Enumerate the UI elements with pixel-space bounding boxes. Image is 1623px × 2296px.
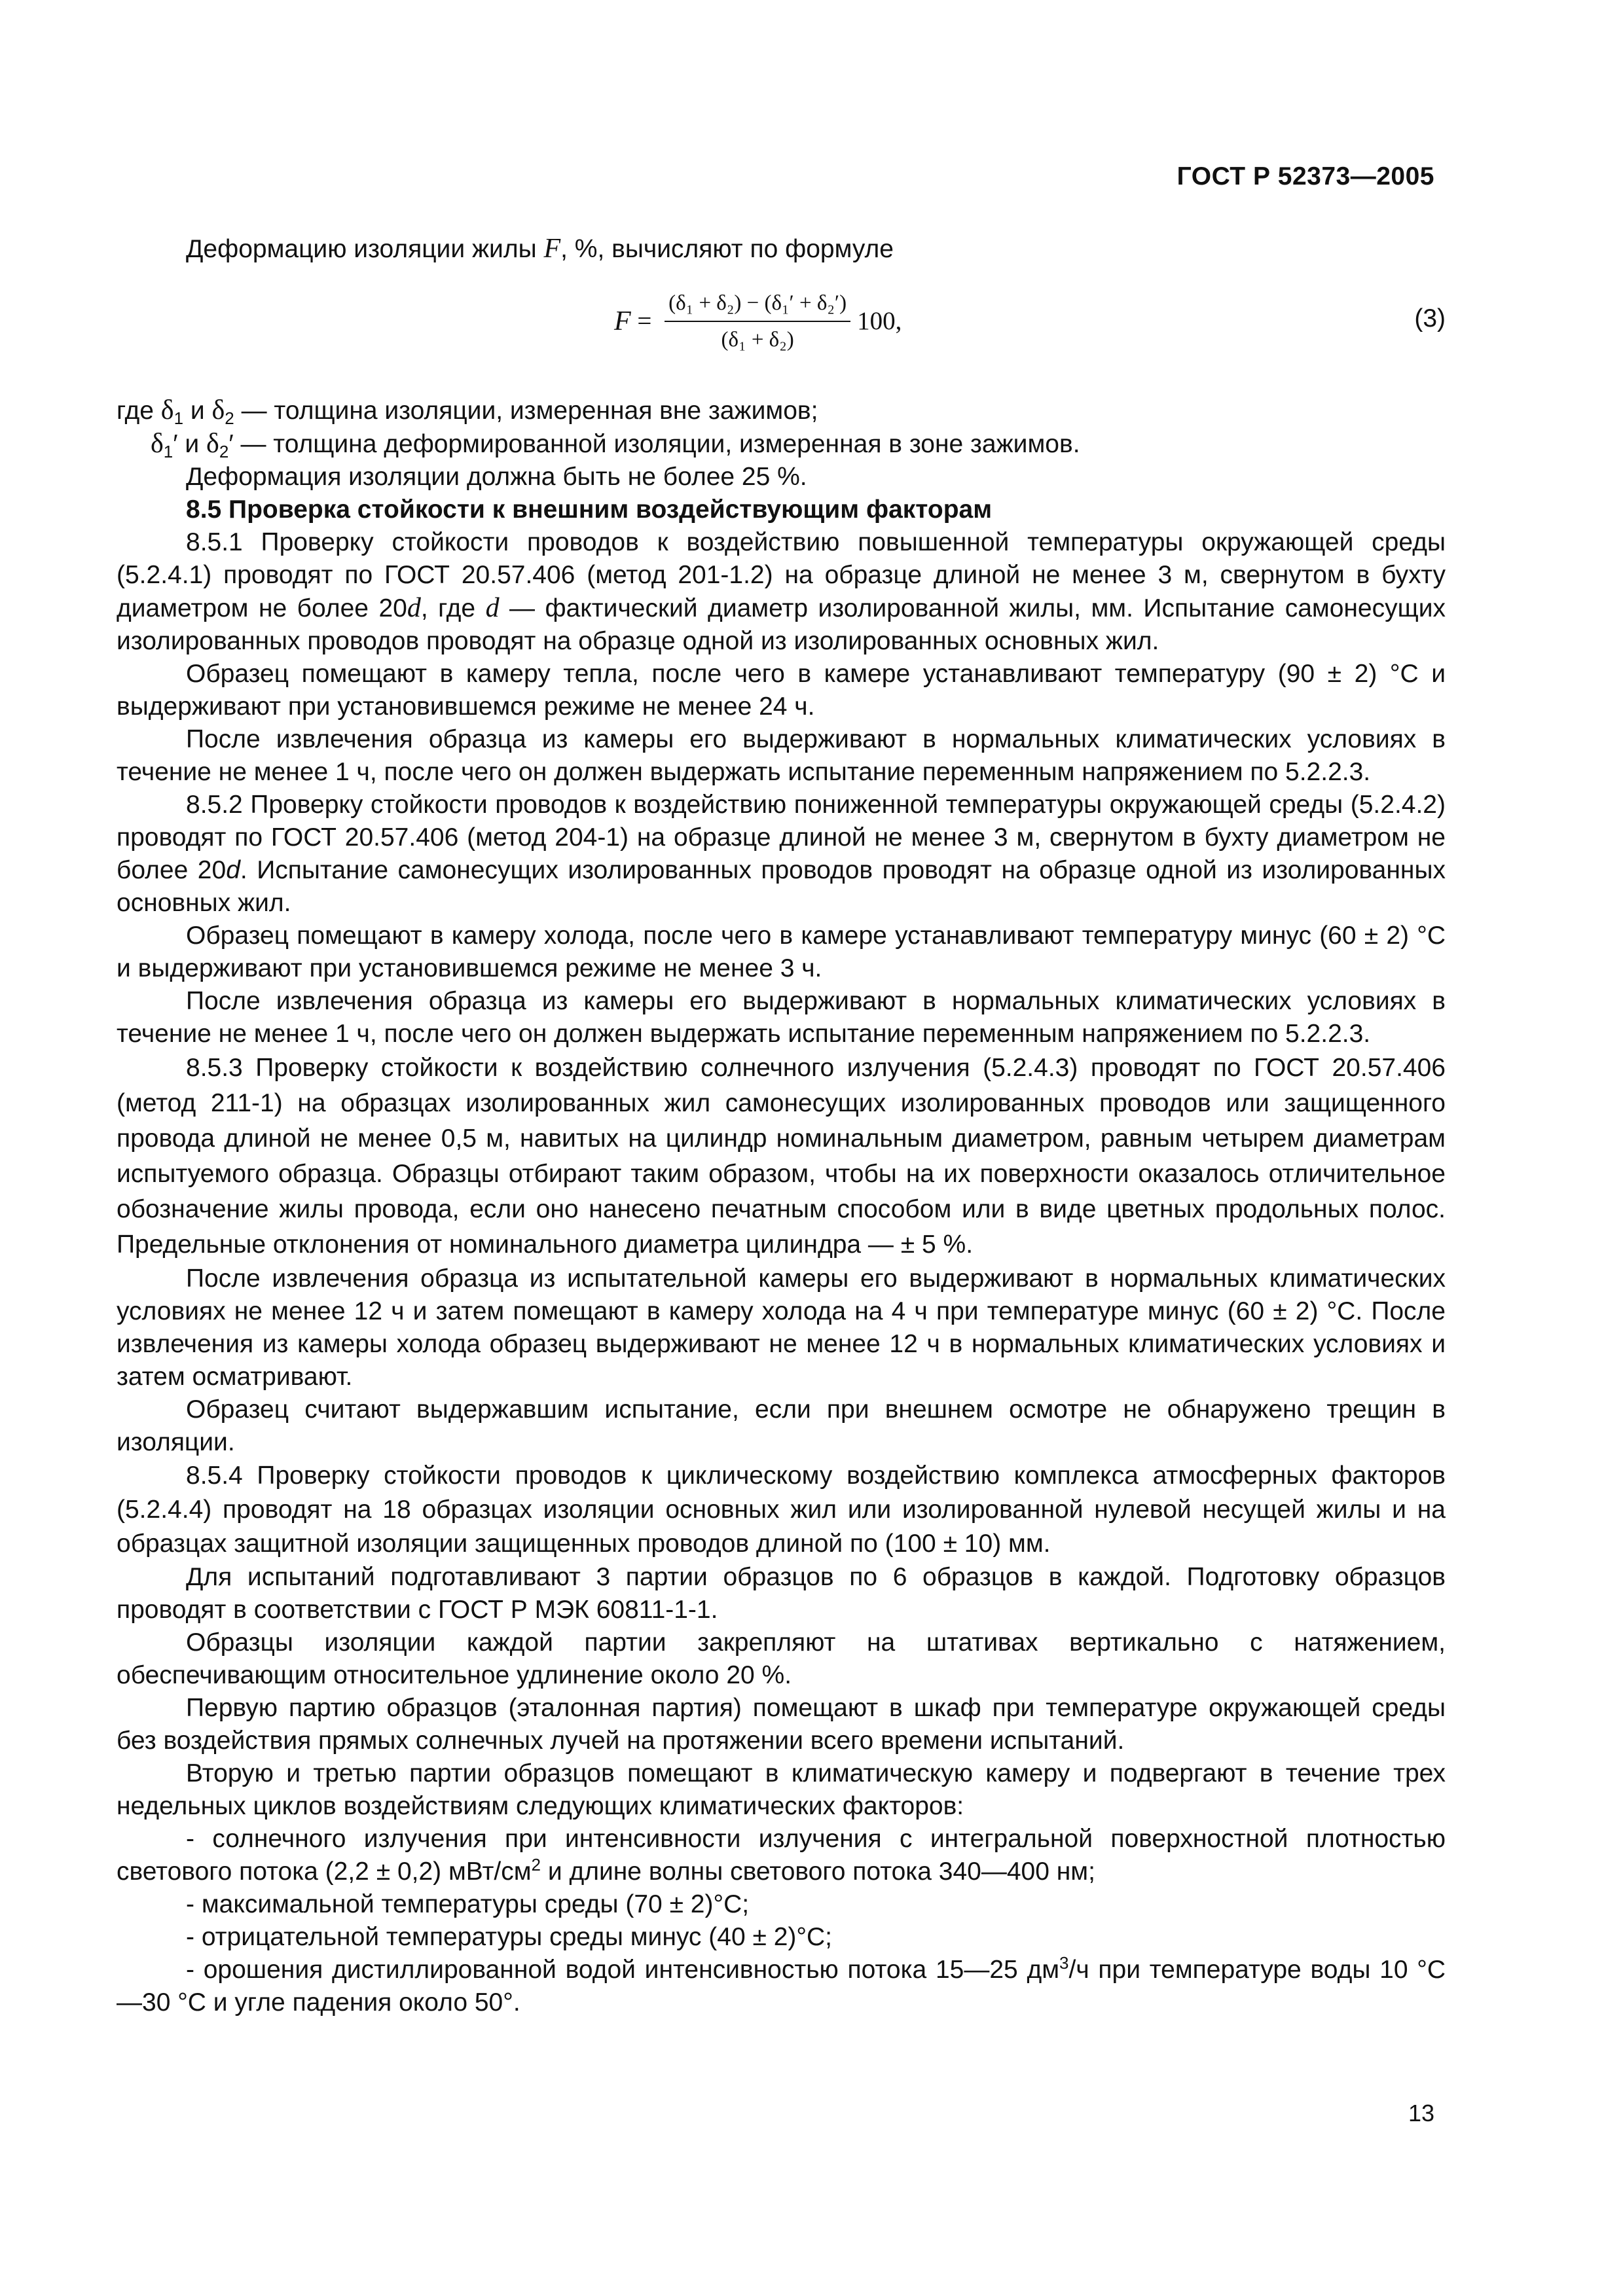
formula-fraction [665, 289, 850, 353]
paragraph-8-5-1 [117, 526, 1446, 658]
superscript: 2 [531, 1855, 541, 1874]
section-heading: 8.5 Проверка стойкости к внешним воздействующим факторам [186, 495, 993, 524]
subscript: 1 [163, 442, 173, 461]
list-text: - орошения дистиллированной водой интенсивностью потока 15—25 дм [186, 1956, 1060, 1984]
prime-mark: ′ [173, 430, 178, 458]
paragraph: Первую партию образцов (эталонная партия) помещают в шкаф при температуре окружающей среды без воздействия прямых солнечных лучей на протяжении всего времени испытаний. [117, 1694, 1446, 1755]
delta-symbol: δ [151, 429, 164, 459]
subscript: 2 [225, 408, 234, 428]
list-text: - солнечного излучения при интенсивности излучения с интегральной поверхностной плотностью светового потока (2,2 ± 0,2) мВт/см [117, 1825, 1446, 1886]
paragraph: Образец помещают в камеру тепла, после чего в камере устанавливают температуру (90 ± 2) °С и выдерживают при установившемся режиме не менее 24 ч. [117, 660, 1446, 721]
paragraph: После извлечения образца из камеры его выдерживают в нормальных климатических условиях в течение не менее 1 ч, после чего он должен выдержать испытание переменным напряжением по 5.2.2.3. [117, 987, 1446, 1048]
formula-lhs: F [614, 306, 631, 336]
formula-multiplier: 100, [857, 307, 902, 335]
superscript: 3 [1059, 1953, 1069, 1973]
paragraph: Деформация изоляции должна быть не более 25 %. [186, 463, 807, 491]
and-text: и [183, 397, 212, 425]
paragraph: Вторую и третью партии образцов помещают в климатическую камеру и подвергают в течение трех недельных циклов воздействиям следующих климатических факторов: [117, 1759, 1446, 1820]
paragraph-8-5-2 [117, 789, 1446, 920]
formula-block [117, 275, 1446, 385]
equation-number: (3) [1414, 304, 1446, 332]
formula-denominator: (δ₁ + δ₂) [721, 328, 794, 351]
list-item: - отрицательной температуры среды минус (40 ± 2)°С; [186, 1923, 832, 1951]
page-number: 13 [1408, 2100, 1434, 2126]
intro-text-end: , %, вычисляют по формуле [560, 235, 894, 263]
formula-numerator: (δ₁ + δ₂) − (δ₁′ + δ₂′) [668, 291, 847, 315]
and-text: и [177, 430, 207, 458]
subscript: 2 [219, 442, 229, 461]
where-line-1 [117, 394, 1446, 427]
where-definition: — толщина деформированной изоляции, измеренная в зоне зажимов. [233, 430, 1080, 458]
list-item: - максимальной температуры среды (70 ± 2)°С; [186, 1890, 750, 1918]
where-definition: — толщина изоляции, измеренная вне зажимов; [234, 397, 818, 425]
delta-symbol: δ [160, 395, 174, 425]
page-content [117, 232, 1446, 2019]
paragraph: Образец считают выдержавшим испытание, если при внешнем осмотре не обнаружено трещин в изоляции. [117, 1395, 1446, 1456]
list-item [117, 1954, 1446, 2019]
variable-d: d [407, 593, 421, 623]
paragraph-text: . Испытание самонесущих изолированных проводов проводят на образце одной из изолированных основных жил. [117, 856, 1446, 917]
variable-d: d [226, 856, 240, 884]
paragraph-8-5-4: 8.5.4 Проверку стойкости проводов к циклическому воздействию комплекса атмосферных факторов (5.2.4.4) проводят на 18 образцах изоляции основных жил или изолированной нулевой несущей жилы и на образцах защитной изоляции защищенных проводов длиной по (100 ± 10) мм. [117, 1462, 1446, 1558]
intro-text: Деформацию изоляции жилы [186, 235, 544, 263]
variable-f: F [543, 234, 561, 264]
formula-intro [117, 232, 1446, 266]
delta-symbol: δ [211, 395, 225, 425]
where-line-2 [117, 427, 1446, 461]
paragraph-text: , где [420, 594, 486, 622]
formula-equals: = [630, 307, 659, 335]
list-text: и длине волны светового потока 340—400 нм; [541, 1857, 1095, 1886]
paragraph: После извлечения образца из испытательной камеры его выдерживают в нормальных климатических условиях не менее 12 ч и затем помещают в камеру холода на 4 ч при температуре минус (60 ± 2) °С. После извлечения из камеры холода образец выдерживают не менее 12 ч в нормальных климатических условиях и затем осматривают. [117, 1265, 1446, 1391]
paragraph: Образцы изоляции каждой партии закрепляют на штативах вертикально с натяжением, обеспечивающим относительное удлинение около 20 %. [117, 1628, 1446, 1689]
paragraph: Образец помещают в камеру холода, после чего в камере устанавливают температуру минус (60 ± 2) °С и выдерживают при установившемся режиме не менее 3 ч. [117, 922, 1446, 982]
paragraph: После извлечения образца из камеры его выдерживают в нормальных климатических условиях в течение не менее 1 ч, после чего он должен выдержать испытание переменным напряжением по 5.2.2.3. [117, 725, 1446, 786]
list-text: /ч при температуре воды 10 °С—30 °С и угле падения около 50°. [117, 1956, 1446, 2017]
list-item [117, 1823, 1446, 1888]
paragraph: Для испытаний подготавливают 3 партии образцов по 6 образцов в каждой. Подготовку образцов проводят в соответствии с ГОСТ Р МЭК 60811-1-1. [117, 1563, 1446, 1624]
paragraph-text: 8.5.2 Проверку стойкости проводов к воздействию пониженной температуры окружающей среды (5.2.4.2) проводят по ГОСТ 20.57.406 (метод 204-1) на образце длиной не менее 3 м, свернутом в бухту диаметром не более 20 [117, 791, 1446, 884]
paragraph-8-5-3: 8.5.3 Проверку стойкости к воздействию солнечного излучения (5.2.4.3) проводят по ГОСТ 20.57.406 (метод 211-1) на образцах изолированных жил самонесущих изолированных проводов или защищенного провода длиной не менее 0,5 м, навитых на цилиндр номинальным диаметром, равным четырем диаметрам испытуемого образца. Образцы отбирают таким образом, чтобы на их поверхности оказалось отличительное обозначение жилы провода, если оно нанесено печатным способом или в виде цветных продольных полос. Предельные отклонения от номинального диаметра цилиндра — ± 5 %. [117, 1054, 1446, 1259]
document-code-header: ГОСТ Р 52373—2005 [1176, 162, 1434, 190]
deformation-formula [614, 279, 902, 364]
where-text: где [117, 397, 161, 425]
delta-symbol: δ [206, 429, 219, 459]
variable-d: d [485, 593, 500, 623]
prime-mark: ′ [228, 430, 234, 458]
paragraph-text: — фактический диаметр изолированной жилы, мм. Испытание самонесущих изолированных проводов проводят на образце одной из изолированных основных жил. [117, 594, 1446, 655]
paragraph-text: 8.5.1 Проверку стойкости проводов к воздействию повышенной температуры окружающей среды (5.2.4.1) проводят по ГОСТ 20.57.406 (метод 201-1.2) на образце длиной не менее 3 м, свернутом в бухту диаметром не более 20 [117, 528, 1446, 622]
subscript: 1 [173, 408, 184, 428]
